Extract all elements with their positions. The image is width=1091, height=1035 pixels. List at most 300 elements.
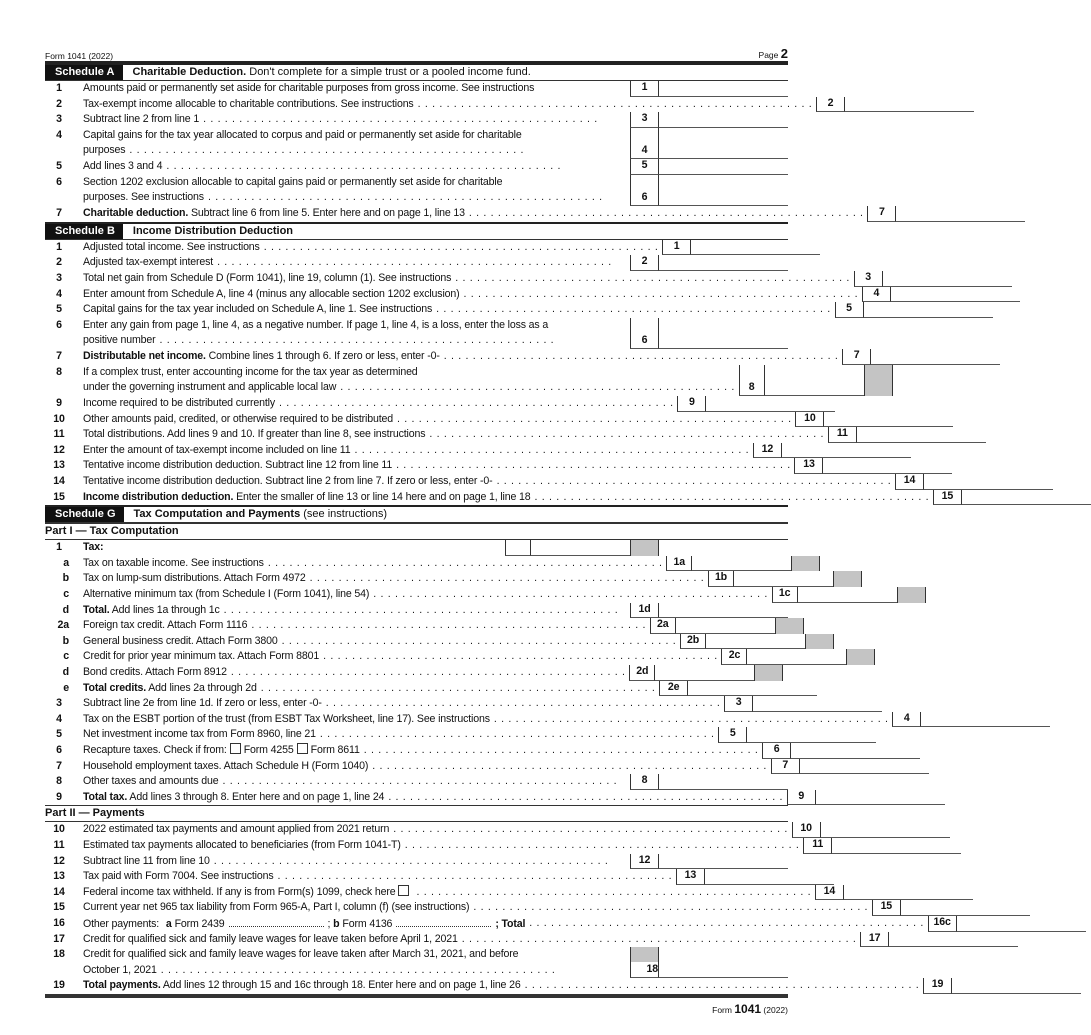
line-description (83, 854, 630, 870)
footer-form-number: 1041 (734, 1002, 762, 1017)
dot-leader: ....................................................... (129, 144, 528, 157)
dot-leader: ....................................................... (534, 490, 933, 503)
amount-field[interactable] (752, 696, 882, 712)
line-text-regular: Total distributions. Add lines 9 and 10. If greater than line 8, see instructions (83, 428, 426, 441)
amount-field[interactable] (820, 822, 950, 838)
line-text-row (83, 159, 630, 175)
amount-field[interactable] (690, 240, 820, 256)
schedule-title (134, 507, 387, 522)
sub-line-label: 2d (629, 665, 654, 681)
shaded-cell (846, 649, 874, 665)
line-label (762, 743, 790, 759)
amount-field[interactable] (658, 81, 788, 97)
sub-line-label (505, 540, 530, 556)
schedule-header (45, 63, 788, 81)
amount-field[interactable] (658, 175, 788, 206)
line-description (83, 540, 505, 556)
sub-amount-field[interactable] (733, 571, 833, 587)
line-label-text: 10 (804, 411, 816, 424)
line-description (83, 649, 721, 665)
line-description (83, 790, 787, 806)
form-line-7 (45, 206, 885, 222)
line-label (630, 603, 658, 619)
amount-field[interactable] (658, 159, 788, 175)
line-text-row (83, 932, 860, 948)
form-line-17 (45, 931, 881, 948)
line-number: e (63, 681, 69, 694)
line-label (630, 318, 658, 349)
form-1041-page-2 (45, 46, 954, 1017)
line-label-text: 1 (641, 81, 648, 93)
line-label (854, 271, 882, 287)
line-description (83, 97, 816, 113)
line-label (835, 302, 863, 318)
line-label (659, 681, 687, 697)
line-description (83, 774, 630, 790)
schedule-tag: Schedule A (45, 65, 123, 80)
sub-amount-field[interactable] (705, 634, 805, 650)
form-line-9 (45, 396, 788, 412)
line-text (83, 240, 260, 256)
line-text-row (83, 869, 676, 885)
line-text-row (83, 790, 787, 806)
line-text-regular: General business credit. Attach Form 3800 (83, 634, 278, 647)
amount-field[interactable] (956, 916, 1086, 932)
form-line-12 (45, 854, 788, 870)
amount-field[interactable] (658, 255, 788, 271)
line-text-continued: positive number (83, 334, 156, 347)
line-text-regular: Subtract line 11 from line 10 (83, 854, 210, 867)
form-line-e (45, 681, 788, 697)
form-line-1 (45, 240, 788, 256)
line-text-regular: Income required to be distributed currently (83, 397, 275, 410)
line-text-bold: Tax: (83, 541, 104, 554)
line-text-regular: Enter amount from Schedule A, line 4 (minus any allocable section 1202 exclusion) (83, 287, 460, 300)
amount-field[interactable] (844, 97, 974, 113)
page-word: Page (758, 50, 779, 60)
line-label (630, 128, 658, 159)
line-text (83, 474, 493, 490)
line-text-regular: Add lines 12 through 15 and 16c through 18. Enter here and on page 1, line 26 (160, 979, 521, 992)
amount-field[interactable] (961, 490, 1091, 506)
line-number: 13 (53, 870, 65, 883)
sub-amount-field[interactable] (654, 665, 754, 681)
line-number: 6 (56, 318, 62, 331)
amount-field[interactable] (746, 727, 876, 743)
shaded-cell (864, 365, 892, 396)
line-text (83, 712, 490, 728)
line-text-regular: Tax-exempt income allocable to charitable contributions. See instructions (83, 97, 414, 110)
sub-line-label: 1c (772, 587, 797, 603)
line-number: 12 (53, 443, 65, 456)
line-text-row (83, 603, 630, 619)
line-text (83, 443, 350, 459)
amount-field[interactable] (843, 885, 973, 901)
dot-leader: ....................................................... (354, 443, 753, 456)
form-line-b (45, 634, 788, 650)
form-line-5 (45, 727, 788, 743)
form-line-3 (45, 270, 871, 287)
line-text (83, 854, 210, 870)
blank-amount-cell (658, 540, 788, 556)
amount-field[interactable] (823, 412, 953, 428)
form-rows (45, 63, 954, 996)
form-2439-amount-field[interactable] (229, 916, 324, 927)
amount-field[interactable] (705, 396, 835, 412)
line-text-regular: Subtract line 6 from line 5. Enter here and on page 1, line 13 (188, 207, 465, 220)
line-description (83, 443, 753, 459)
line-number: 3 (56, 697, 62, 710)
line-text-row (83, 743, 762, 759)
line-number: b (62, 572, 69, 585)
sub-line-label: 2c (721, 649, 746, 665)
sub-amount-field[interactable] (530, 540, 630, 556)
line-text-row (83, 287, 862, 303)
line-text (83, 665, 227, 681)
dot-leader: ....................................................... (388, 790, 787, 803)
line-number: 10 (53, 412, 65, 425)
line-label-text: 9 (798, 789, 805, 802)
amount-field[interactable] (882, 271, 1012, 287)
part-heading: Part II — Payments (45, 805, 788, 822)
amount-field[interactable] (863, 302, 993, 318)
sub-amount-field[interactable] (764, 365, 864, 396)
line-text (83, 349, 440, 365)
line-label (795, 412, 823, 428)
line-text-row (83, 255, 630, 271)
form-line-11 (45, 837, 824, 854)
line-number: c (63, 650, 69, 663)
line-label-text: 3 (641, 112, 648, 125)
form-line-12 (45, 443, 788, 459)
line-label-text: 15 (880, 900, 893, 913)
line-number: 1 (56, 82, 62, 94)
line-label-text: 1 (673, 239, 680, 252)
form-line-10 (45, 822, 812, 838)
line-text-regular: Add lines 3 and 4 (83, 160, 163, 173)
line-text-regular: Household employment taxes. Attach Schedule H (Form 1040) (83, 759, 369, 772)
checkbox[interactable] (297, 743, 308, 754)
sub-amount-field[interactable] (691, 556, 791, 572)
form-line-c (45, 587, 791, 603)
checkbox[interactable] (230, 743, 241, 754)
dot-leader: ....................................................... (325, 697, 725, 710)
form-line-d (45, 603, 788, 619)
form-line-9 (45, 789, 805, 806)
line-text-row (83, 427, 828, 443)
dot-leader: ....................................................... (496, 475, 895, 488)
line-text (83, 302, 432, 318)
line-text (83, 696, 322, 712)
line-description (83, 490, 933, 506)
line-text-regular: Tentative income distribution deduction. Subtract line 2 from line 7. If zero or less, enter -0- (83, 475, 493, 488)
amount-field[interactable] (658, 112, 788, 128)
line-label-text: 15 (941, 489, 954, 502)
line-number: 6 (56, 175, 62, 188)
line-text-row (83, 112, 630, 128)
shaded-cell (775, 618, 803, 634)
blank-amount-cell (782, 665, 912, 681)
line-number: 10 (53, 823, 65, 836)
line-text-regular: Other taxes and amounts due (83, 775, 219, 788)
line-label (677, 396, 705, 412)
line-label (862, 287, 890, 303)
line-number: 7 (56, 759, 62, 772)
other-a-label: Form 2439 (174, 917, 225, 930)
shaded-cell (631, 947, 658, 962)
amount-field[interactable] (704, 869, 834, 885)
amount-field[interactable] (781, 443, 911, 459)
line-label (803, 838, 831, 854)
amount-field[interactable] (822, 458, 952, 474)
line-text-regular: If a complex trust, enter accounting income for the tax year as determined (83, 365, 418, 378)
dot-leader: ....................................................... (416, 885, 815, 898)
line-label (842, 349, 870, 365)
line-label (630, 947, 658, 978)
dot-leader: ....................................................... (436, 303, 835, 316)
line-text-row (83, 81, 630, 97)
line-number: d (62, 603, 69, 616)
line-text-row (83, 947, 630, 963)
checkbox-1099[interactable] (398, 885, 409, 896)
dot-leader: ....................................................... (309, 572, 708, 585)
amount-field[interactable] (895, 206, 1025, 222)
line-label (816, 97, 844, 113)
dot-leader: ....................................................... (363, 743, 763, 756)
line-text-row (83, 885, 815, 901)
line-text-row (83, 474, 895, 490)
line-number: 18 (53, 948, 65, 961)
line-label-text: 13 (803, 458, 815, 471)
line-label-text: 2 (641, 255, 648, 268)
line-number: 7 (56, 350, 62, 363)
line-label-text: 11 (812, 837, 824, 850)
shaded-cell (791, 556, 819, 572)
line-label-text: 4 (903, 711, 910, 724)
dot-leader: ....................................................... (323, 650, 722, 663)
dot-leader: ....................................................... (159, 334, 558, 347)
line-label (933, 490, 961, 506)
amount-field[interactable] (856, 427, 986, 443)
line-label-text: 8 (641, 774, 648, 787)
dot-leader: ....................................................... (263, 240, 663, 253)
line-text-bold: Total payments. (83, 979, 161, 992)
line-text-row (83, 822, 792, 838)
line-text (83, 175, 502, 191)
form-line-2 (45, 96, 834, 113)
amount-field[interactable] (658, 774, 788, 790)
line-number: 9 (56, 397, 62, 410)
line-text (83, 255, 213, 271)
sub-amount-field[interactable] (675, 618, 775, 634)
blank-amount-cell (819, 556, 949, 572)
line-number: 2 (56, 256, 62, 269)
form-line-14 (45, 884, 836, 901)
amount-field[interactable] (658, 854, 788, 870)
dot-leader: ....................................................... (222, 775, 621, 788)
dot-leader: ....................................................... (230, 666, 630, 678)
line-text-bold: Distributable net income. (83, 350, 206, 363)
line-text-regular: Amounts paid or permanently set aside for charitable purposes from gross income. See instructions (83, 82, 535, 94)
line-number: 5 (56, 303, 62, 316)
line-text-regular: Current year net 965 tax liability from Form 965-A, Part I, column (f) (see instructions) (83, 901, 470, 914)
line-description (83, 206, 867, 222)
line-label (787, 790, 815, 806)
line-description (83, 822, 792, 838)
amount-field[interactable] (870, 349, 1000, 365)
amount-field[interactable] (658, 318, 788, 349)
amount-field[interactable] (888, 932, 1018, 948)
line-label-text: 19 (931, 978, 944, 991)
line-text-row (83, 900, 872, 916)
line-text-regular: Add lines 2a through 2d (146, 681, 257, 694)
line-label-text: 12 (638, 853, 651, 866)
line-label (630, 854, 658, 870)
blank-amount-cell (833, 634, 963, 650)
dot-leader: ....................................................... (493, 712, 893, 725)
line-text-row (83, 838, 803, 854)
line-label (923, 978, 951, 994)
line-text-row (83, 618, 650, 634)
line-description (83, 618, 650, 634)
amount-field[interactable] (951, 978, 1081, 994)
line-text-regular: Total net gain from Schedule D (Form 1041), line 19, column (1). See instructions (83, 271, 452, 284)
amount-field[interactable] (790, 743, 920, 759)
line-text-regular: Tax on taxable income. See instructions (83, 556, 264, 569)
form-line-8 (45, 365, 788, 396)
line-text-row (83, 302, 835, 318)
line-label-text: 2e (667, 680, 680, 693)
line-description (83, 255, 630, 271)
dot-leader: ....................................................... (404, 838, 804, 851)
sub-line-label: 2a (650, 618, 675, 634)
amount-field[interactable] (923, 474, 1053, 490)
line-text-bold: Total tax. (83, 790, 128, 803)
form-line-6 (45, 743, 788, 759)
line-text (83, 97, 414, 113)
line-text-regular: Bond credits. Attach Form 8912 (83, 666, 227, 678)
line-text-row (83, 490, 933, 506)
form-4136-amount-field[interactable] (396, 916, 491, 927)
amount-field[interactable] (799, 759, 929, 775)
amount-field[interactable] (831, 838, 961, 854)
line-description (83, 932, 860, 948)
form-line-3 (45, 696, 788, 712)
line-description (83, 556, 666, 572)
line-label-text: 2 (827, 96, 834, 109)
line-text-regular: Adjusted total income. See instructions (83, 240, 260, 253)
form-line-4 (45, 711, 910, 728)
line-label-text: 10 (800, 822, 812, 835)
amount-field[interactable] (687, 681, 817, 697)
line-text-row (83, 978, 923, 994)
amount-field[interactable] (658, 947, 788, 978)
form-line-2 (45, 255, 788, 271)
line-text (83, 900, 469, 916)
amount-field[interactable] (890, 287, 1020, 303)
line-description (83, 900, 872, 916)
line-label (753, 443, 781, 459)
line-description (83, 240, 662, 256)
line-label-text: 14 (823, 884, 836, 897)
amount-field[interactable] (658, 603, 788, 619)
line-description (83, 128, 630, 159)
line-text (83, 618, 247, 634)
line-text-row (83, 458, 794, 474)
amount-field[interactable] (900, 900, 1030, 916)
line-text-regular: Credit for qualified sick and family leave wages for leave taken after March 31, 2021, and before (83, 948, 519, 961)
dot-leader: ....................................................... (281, 634, 681, 647)
line-text-bold: Total. (83, 603, 110, 616)
line-text-row (83, 712, 892, 728)
amount-field[interactable] (920, 712, 1050, 728)
dot-leader: ....................................................... (217, 256, 616, 269)
line-text-regular: Credit for prior year minimum tax. Attach Form 8801 (83, 650, 320, 663)
line-description (83, 838, 803, 854)
line-description (83, 712, 892, 728)
line-label-text: 7 (878, 206, 885, 219)
line-description (83, 159, 630, 175)
line-text-continued: purposes. See instructions (83, 191, 204, 204)
sub-line-label: 1b (708, 571, 733, 587)
page-num: 2 (780, 46, 788, 61)
line-text (83, 412, 393, 428)
line-text (83, 490, 531, 506)
line-number: d (62, 666, 69, 678)
dot-leader: ....................................................... (340, 381, 739, 394)
form-line-c (45, 649, 788, 665)
form-line-8 (45, 774, 788, 790)
form-line-16 (45, 915, 951, 932)
line-text-continued: October 1, 2021 (83, 963, 157, 976)
line-text-regular: Enter any gain from page 1, line 4, as a negative number. If page 1, line 4, is a loss, enter the loss as a (83, 318, 549, 331)
line-text-regular: Tax paid with Form 7004. See instructions (83, 870, 274, 883)
dot-leader: ....................................................... (443, 350, 843, 363)
line-description (83, 271, 854, 287)
line-text-row (83, 963, 630, 979)
line-number: b (62, 634, 69, 647)
line-text-bold: Charitable deduction. (83, 207, 189, 220)
shaded-cell (754, 665, 782, 681)
schedule-tag: Schedule B (45, 224, 123, 239)
page-number (759, 46, 788, 61)
schedule-header (45, 222, 788, 240)
shaded-cell (897, 587, 925, 603)
sub-amount-field[interactable] (746, 649, 846, 665)
dot-leader: ....................................................... (277, 870, 676, 883)
line-text: Other payments: a Form 2439 ; b Form 4136 ; Total (83, 917, 526, 930)
line-label-text: 5 (729, 727, 736, 740)
line-text-regular: Subtract line 2e from line 1d. If zero or less, enter -0- (83, 697, 322, 710)
dot-leader: ....................................................... (279, 397, 678, 410)
line-label (892, 712, 920, 728)
line-text-row (83, 696, 724, 712)
dot-leader: ....................................................... (207, 191, 607, 204)
sub-amount-field[interactable] (797, 587, 897, 603)
amount-field[interactable] (658, 128, 788, 159)
line-text-row (83, 333, 630, 349)
line-number: 14 (53, 885, 65, 898)
line-text-regular: Alternative minimum tax (from Schedule I (Form 1041), line 54) (83, 588, 370, 601)
amount-field[interactable] (815, 790, 945, 806)
line-text-regular: Other amounts paid, credited, or otherwise required to be distributed (83, 412, 393, 425)
line-description (83, 427, 828, 443)
dot-leader: ....................................................... (396, 459, 795, 472)
form-line-d (45, 665, 788, 681)
line-number: 11 (53, 838, 65, 851)
line-description (83, 112, 630, 128)
line-text (83, 458, 392, 474)
